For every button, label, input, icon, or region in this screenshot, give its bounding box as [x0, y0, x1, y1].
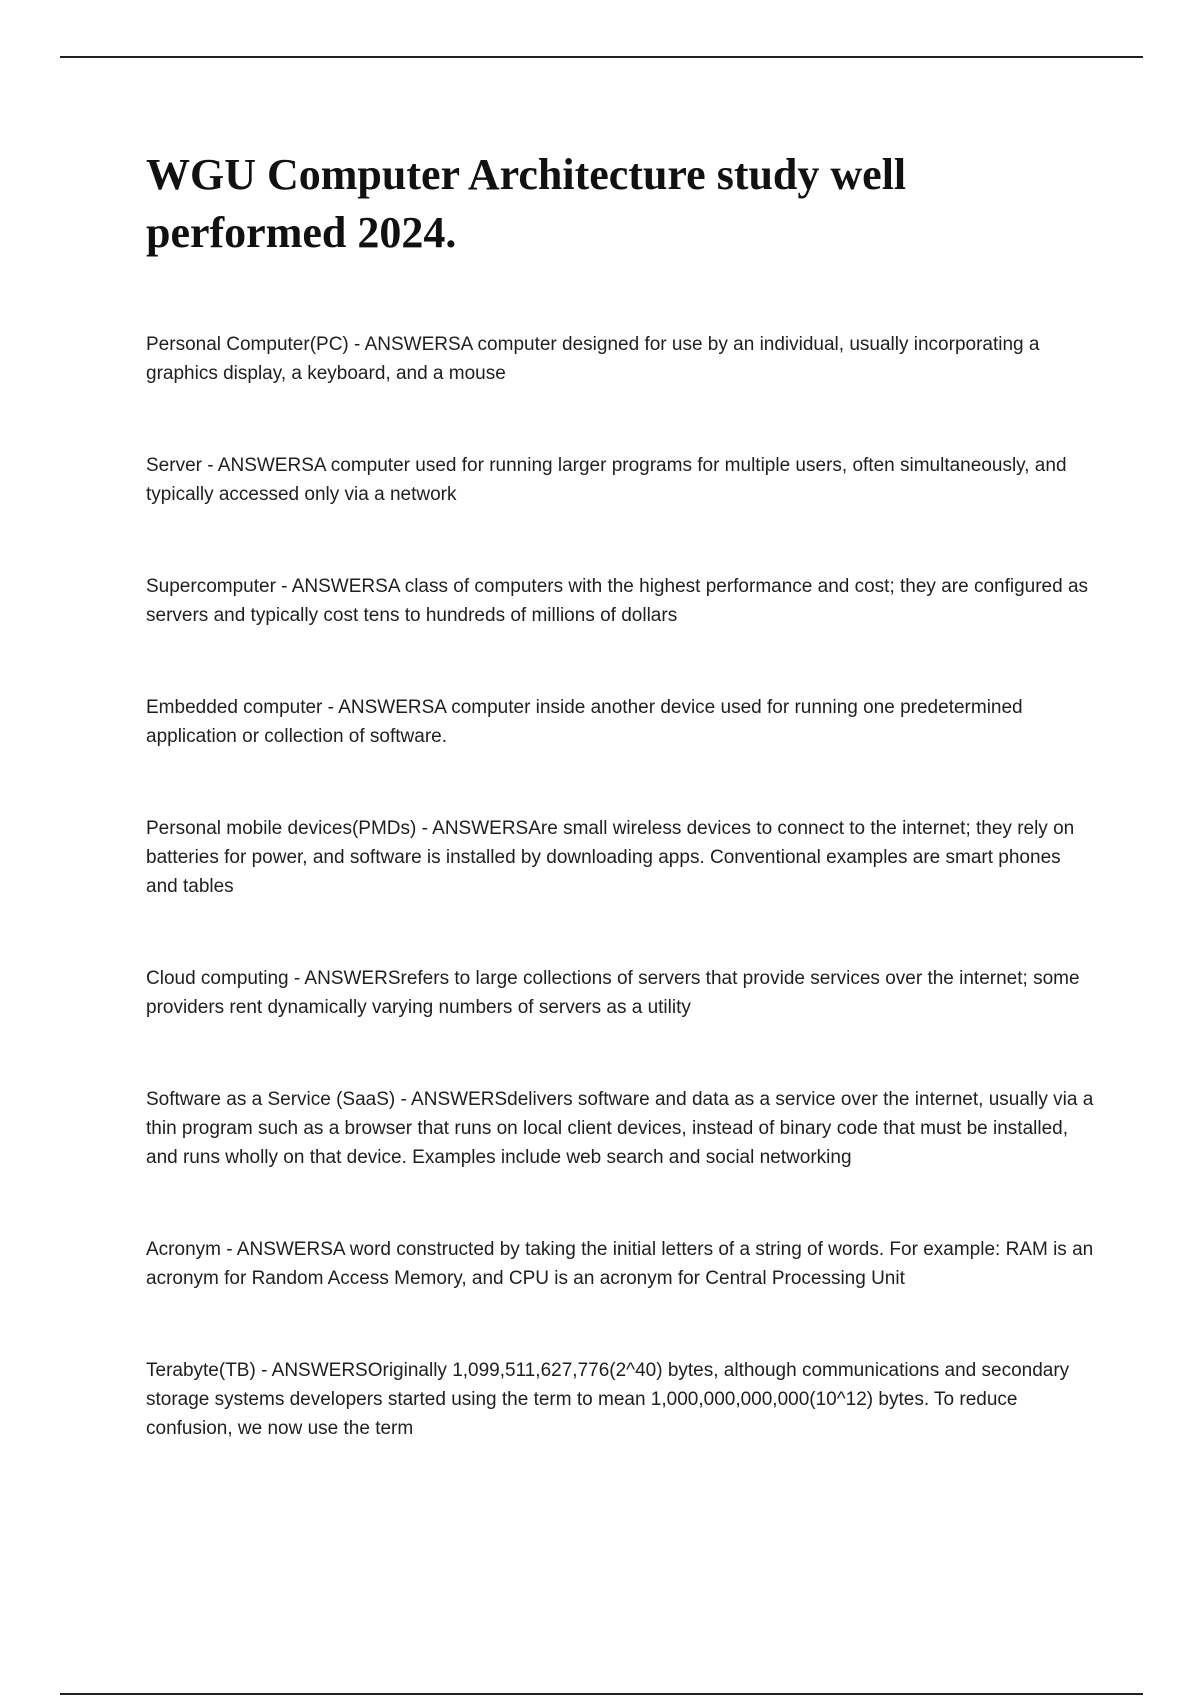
entry — [146, 1085, 1096, 1172]
entry-separator: - ANSWERS — [255, 1360, 368, 1381]
entry-definition: A computer designed for use by an individual, usually incorporating a graphics display, a keyboard, and a mouse — [146, 334, 1040, 384]
entry — [146, 330, 1096, 388]
entry — [146, 1235, 1096, 1293]
entry-term: Supercomputer — [146, 576, 276, 597]
entry-separator: - ANSWERS — [348, 334, 461, 355]
entry — [146, 451, 1096, 509]
entry-separator: - ANSWERS — [201, 455, 314, 476]
entry-separator: - ANSWERS — [220, 1239, 333, 1260]
entry — [146, 964, 1096, 1022]
entry-term: Personal Computer(PC) — [146, 334, 349, 355]
entry-definition: refers to large collections of servers that provide services over the internet; some providers rent dynamically varying numbers of servers as a utility — [146, 968, 1080, 1018]
entry — [146, 693, 1096, 751]
entry-definition: Are small wireless devices to connect to the internet; they rely on batteries for power, and software is installed by downloading apps. Conventional examples are smart phones and tables — [146, 818, 1075, 897]
entry-definition: Originally 1,099,511,627,776(2^40) bytes, although communications and secondary storage systems developers started using the term to mean 1,000,000,000,000(10^12) bytes. To reduce confusion, we now use the term — [146, 1360, 1070, 1439]
entry-definition: A computer inside another device used for running one predetermined application or collection of software. — [146, 697, 1023, 747]
entry-definition: A word constructed by taking the initial letters of a string of words. For example: RAM is an acronym for Random Access Memory, and CPU is an acronym for Central Processing Unit — [146, 1239, 1094, 1289]
page-title: WGU Computer Architecture study well performed 2024. — [146, 150, 907, 257]
entry — [146, 814, 1096, 901]
entry-term: Software as a Service (SaaS) — [146, 1089, 396, 1110]
entry-separator: - ANSWERS — [322, 697, 435, 718]
entry-term: Server — [146, 455, 202, 476]
entry-definition: A class of computers with the highest performance and cost; they are configured as servers and typically cost tens to hundreds of millions of dollars — [146, 576, 1089, 626]
entry-separator: - ANSWERS — [288, 968, 401, 989]
entry-separator: - ANSWERS — [395, 1089, 508, 1110]
top-divider — [60, 56, 1143, 58]
entry-separator: - ANSWERS — [416, 818, 529, 839]
entry-separator: - ANSWERS — [275, 576, 388, 597]
entry-definition: A computer used for running larger programs for multiple users, often simultaneously, and typically accessed only via a network — [146, 455, 1067, 505]
entry — [146, 572, 1096, 630]
bottom-divider — [60, 1693, 1143, 1695]
entry-term: Cloud computing — [146, 968, 289, 989]
entry-term: Embedded computer — [146, 697, 323, 718]
entry-definition: delivers software and data as a service over the internet, usually via a thin program such as a browser that runs on local client devices, instead of binary code that must be installed, and runs wholly on that device. Examples include web search and social networking — [146, 1089, 1094, 1168]
entry — [146, 1356, 1096, 1443]
entry-term: Acronym — [146, 1239, 221, 1260]
entry-term: Terabyte(TB) — [146, 1360, 256, 1381]
entry-term: Personal mobile devices(PMDs) — [146, 818, 417, 839]
entry-list — [146, 330, 1096, 1506]
